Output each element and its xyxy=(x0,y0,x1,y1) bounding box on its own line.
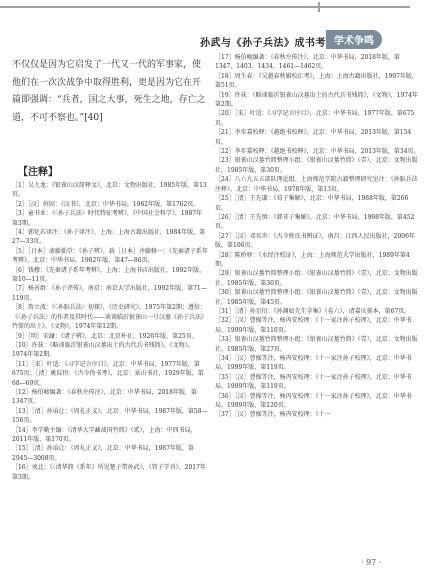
note-item: ［13］［清］孙诒让：《周礼正义》，北京：中华书局，1987年版，第58—156页。 xyxy=(12,407,208,425)
note-item: ［28］陈桥驿：《水经注校证》，上海：上海师范大学出版社，1989年第4期。 xyxy=(215,251,410,268)
note-item: ［17］杨伯峻编著：《春秋左传注》，北京：中华书局，2018年版，第1347、1403、1434、1461—1462页。 xyxy=(215,54,400,71)
note-item: ［9］［明］宋濂：《诸子辨》，北京：北京朴社，1926年版，第25页。 xyxy=(12,332,198,340)
note-item: ［24］八六九五五部队理论组、上海师范学院古籍整理研究室注：《孙膑兵法注释》，北京：中华书局，1978年版，第13页。 xyxy=(215,176,418,193)
page-number: · 97 · xyxy=(361,558,382,567)
section-badge: 学术争鸣 xyxy=(326,30,382,49)
note-item: ［2］［汉］班固：《汉书》，北京：中华书局，1962年版，第1762页。 xyxy=(12,200,200,208)
note-item: ［21］李步嘉校释：《越绝书校释》，北京：中华书局，2013年版，第154页。 xyxy=(215,129,412,146)
note-item: ［30］银雀山汉墓竹简整理小组：《银雀山汉墓竹简》（壹），北京：文物出版社，1985年版，第45页。 xyxy=(215,289,418,306)
note-item: ［4］郭化若译注：《孙子译注》，上海：上海古籍出版社，1984年版，第27—33页。 xyxy=(12,229,206,246)
note-item: ［32］［汉］曹操等注，杨丙安校理：《十一家注孙子校理》，北京：中华书局，1999年版，第110页。 xyxy=(215,317,412,334)
note-item: ［33］银雀山汉墓竹简整理小组：《银雀山汉墓竹简》（壹），北京：文物出版社，1985年版，第27页。 xyxy=(215,336,418,353)
note-item: ［10］许荻：《略谈临沂银雀山汉墓出土的古代兵书残简》，《文物》，1974年第2期。 xyxy=(12,341,194,359)
note-item: ［22］李步嘉校释：《越绝书校释》，北京：中华书局，2013年版，第34页。 xyxy=(215,148,420,156)
note-item: ［7］杨善群：《孙子评传》，南京：南京大学出版社，1992年版，第71—119页。 xyxy=(12,285,207,302)
notes-heading: 【注释】 xyxy=(18,167,58,178)
note-item: ［37］［汉］曹操等注，杨丙安校理：《十一 xyxy=(215,411,331,419)
running-title: 孙武与《孙子兵法》成书考 xyxy=(200,38,326,49)
note-item: ［1］吴九龙：《银雀山汉简释文》，北京：文物出版社，1985年版，第13页。 xyxy=(12,182,207,199)
note-item: ［18］周生春：《吴越春秋辑校汇考》，上海：上海古籍出版社，1997年版，第51页。 xyxy=(215,72,418,90)
notes-right-column xyxy=(215,53,420,420)
note-item: ［36］［汉］曹操等注，杨丙安校理：《十一家注孙子校理》，北京：中华书局，1999年版，第120页。 xyxy=(215,392,412,410)
note-item: ［25］［清］王先谦：《荀子集解》，北京：中华书局，1988年版，第266页。 xyxy=(215,195,409,212)
note-item: ［6］钱穆：《先秦诸子系年考辨》，上海：上海书店出版社，1992年版，第10—11页。 xyxy=(12,266,206,284)
note-item: ［20］［宋］叶适：《习学记言序目》，北京：中华书局，1977年版，第675页。 xyxy=(215,110,415,127)
note-item: ［16］刘北：《〈清华简《系年》所见楚子带孙武》，《管子学刊》，2017年第3期。 xyxy=(12,464,206,481)
note-item: ［8］詹立波：《〈孙膑兵法〉初探》，《历史研究》，1975年第2期；遵信：《〈孙子兵法〉的作者及其时代——谈谈临沂银雀山一号汉墓《孙子兵法》竹简的出土》，《文物》，1974年第12期。 xyxy=(12,304,208,331)
note-item: ［15］［清］孙诒让：《周礼正义》，北京：中华书局，1987年版，第2945—3008页。 xyxy=(12,445,194,462)
header-rule-tick xyxy=(318,2,320,12)
note-item: ［5］［日本］斋藤拙堂：《孙子辨》，载［日本］齐藤修一：《先秦诸子系年考辨》，北京：中华书局，1982年版，第47—86页。 xyxy=(12,247,208,265)
note-item: ［12］杨伯峻编著：《春秋左传注》，北京：中华书局，2018年版，第1347页。 xyxy=(12,388,197,406)
note-item: ［19］许荻：《略谈临沂银雀山汉墓出土的古代兵书残简》，《文物》，1974年第2期。 xyxy=(215,91,418,109)
note-item: ［27］［汉］邓名世：《古今姓氏书辨证》，南昌：江西人民出版社，2006年版，第106页。 xyxy=(215,232,415,250)
note-item: ［34］［汉］曹操等注，杨丙安校理：《十一家注孙子校理》，北京：中华书局，1999年版，第119页。 xyxy=(215,355,412,372)
notes-left-column xyxy=(12,181,208,482)
note-item: ［23］银雀山汉墓竹简整理小组：《银雀山汉墓竹简》（壹），北京：文物出版社，1985年版，第30页。 xyxy=(215,157,418,174)
note-item: ［14］李学勤主编：《清华大学藏战国竹简》（贰），上海：中西书局，2011年版，第170页。 xyxy=(12,426,197,443)
note-item: ［29］银雀山汉墓竹简整理小组：《银雀山汉墓竹简》（壹），北京：文物出版社，1985年版，第30页。 xyxy=(215,270,418,287)
note-item: ［3］童书业：《〈孙子兵法〉时代特征考辨》，《中国社会科学》，1987年第3期。 xyxy=(12,210,203,227)
note-item: ［35］［汉］曹操等注，杨丙安校理：《十一家注孙子校理》，北京：中华书局，1999年版，第119页。 xyxy=(215,373,412,391)
header-rule xyxy=(0,6,410,8)
intro-paragraph: 不仅仅是因为它启发了一代又一代的军事家，使他们在一次次战争中取得胜利，更是因为它在开篇即强调：“兵者，国之大事，死生之地，存亡之道，不可不察也。”[40] xyxy=(12,60,206,123)
note-item: ［11］［宋］叶适：《习学记言序目》，北京：中华书局，1977年版，第675页；［清］姚际恒：《古今伪书考》，北京：景山书社，1929年版，第68—69页。 xyxy=(12,360,204,387)
note-item: ［31］［清］孙星衍：《孙渊如先生全集》（卷六），清嘉庆刻本，第67页。 xyxy=(215,307,411,315)
note-item: ［26］［清］王先慎：《韩非子集解》，北京：中华书局，1998年版，第452页。 xyxy=(215,213,415,231)
